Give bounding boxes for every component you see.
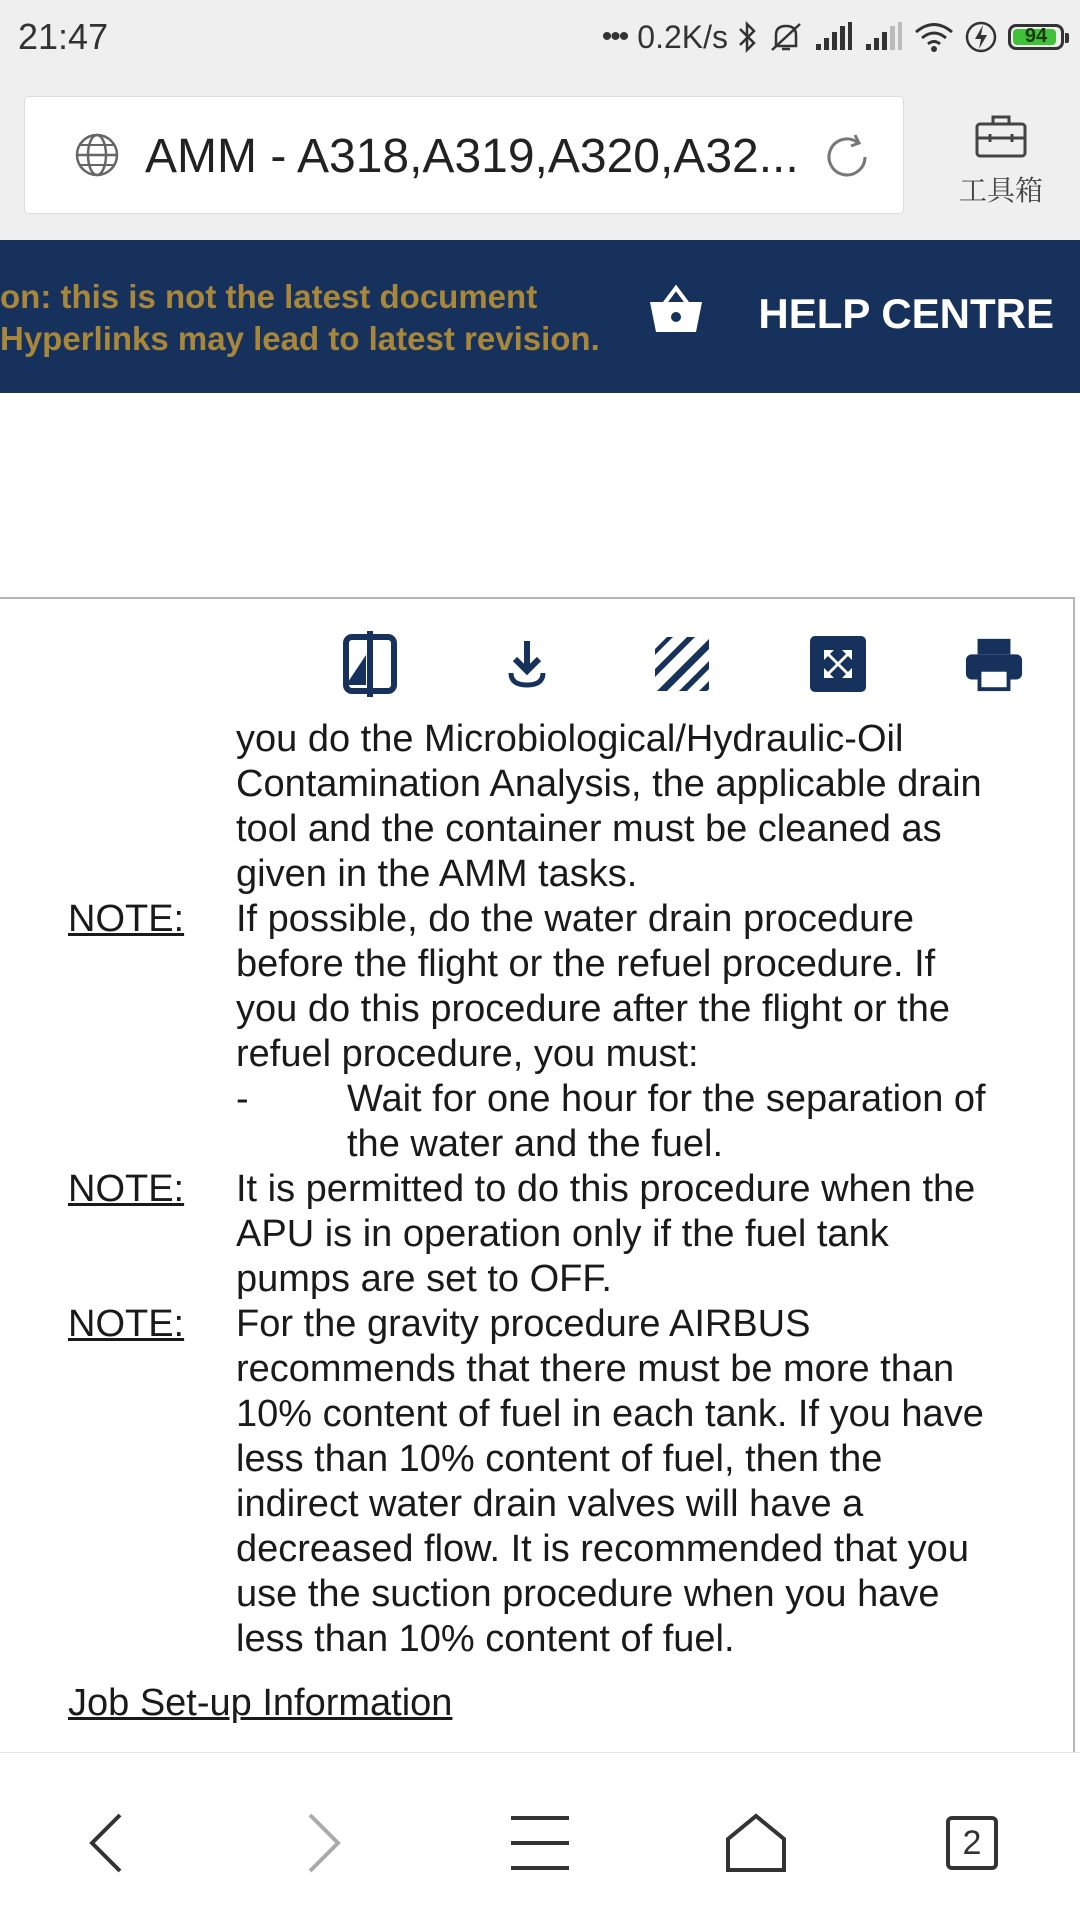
bullet-dash: -	[236, 1078, 249, 1120]
text-line: indirect water drain valves will have a	[236, 1483, 864, 1525]
text-line: decreased flow. It is recommended that you	[236, 1528, 969, 1570]
battery-level: 94	[1024, 25, 1048, 47]
text-line: If possible, do the water drain procedure	[236, 898, 915, 940]
signal-icon	[814, 22, 854, 52]
document-viewer	[0, 597, 1075, 1752]
note-block	[0, 1302, 1075, 1662]
toolbox-label: 工具箱	[958, 175, 1043, 206]
text-line: APU is in operation only if the fuel tank	[236, 1213, 889, 1255]
text-line: pumps are set to OFF.	[236, 1258, 612, 1300]
text-line: refuel procedure, you must:	[236, 1033, 699, 1075]
text-line: before the flight or the refuel procedure. If	[236, 943, 936, 985]
text-line: you do this procedure after the flight or the	[236, 988, 950, 1030]
text-line: use the suction procedure when you have	[236, 1573, 940, 1615]
browser-bottom-nav	[0, 1752, 1080, 1921]
help-centre-link[interactable]: HELP CENTRE	[758, 290, 1054, 337]
text-line: 10% content of fuel in each tank. If you have	[236, 1393, 984, 1435]
text-line: Contamination Analysis, the applicable drain	[236, 763, 982, 805]
note-block	[0, 897, 1075, 1167]
download-icon[interactable]	[497, 629, 557, 699]
note-block	[0, 1167, 1075, 1302]
basket-icon[interactable]	[648, 284, 704, 339]
text-line: For the gravity procedure AIRBUS	[236, 1303, 811, 1345]
bullet-item	[236, 1077, 1075, 1167]
tabs-button[interactable]	[932, 1803, 1012, 1883]
charging-icon	[964, 20, 998, 54]
battery-icon	[1008, 24, 1064, 50]
status-bar	[0, 0, 1080, 76]
note-label: NOTE:	[68, 1303, 185, 1345]
print-icon[interactable]	[964, 629, 1024, 699]
intro-paragraph	[0, 717, 1075, 897]
expand-icon[interactable]	[808, 629, 868, 699]
document-body	[0, 717, 1075, 1662]
home-icon	[724, 1813, 788, 1873]
revision-warning	[0, 276, 600, 360]
warning-line: Hyperlinks may lead to latest revision.	[0, 320, 600, 357]
text-line: you do the Microbiological/Hydraulic-Oil	[236, 718, 904, 760]
chevron-right-icon	[304, 1811, 344, 1875]
dots-icon: •••	[601, 20, 628, 53]
text-line: less than 10% content of fuel.	[236, 1618, 735, 1660]
text-line: the water and the fuel.	[347, 1123, 724, 1165]
chevron-left-icon	[86, 1811, 126, 1875]
back-button[interactable]	[66, 1803, 146, 1883]
compare-icon[interactable]	[340, 629, 400, 699]
menu-button[interactable]	[500, 1803, 580, 1883]
status-icons	[602, 14, 1064, 60]
job-setup-link[interactable]: Job Set-up Information	[68, 1682, 453, 1724]
text-line: tool and the container must be cleaned as	[236, 808, 942, 850]
toolbox-icon	[974, 147, 1028, 164]
document-header	[0, 240, 1080, 393]
wifi-icon	[914, 21, 954, 53]
reload-icon[interactable]	[821, 131, 873, 188]
document-toolbar	[0, 629, 1075, 699]
url-field[interactable]	[24, 96, 904, 214]
tab-count: 2	[946, 1816, 998, 1870]
browser-address-bar	[0, 76, 1080, 240]
note-label: NOTE:	[68, 1168, 185, 1210]
bluetooth-icon	[738, 20, 758, 54]
hatch-icon[interactable]	[652, 629, 712, 699]
home-button[interactable]	[716, 1803, 796, 1883]
toolbox-button[interactable]	[946, 112, 1056, 209]
text-line: less than 10% content of fuel, then the	[236, 1438, 883, 1480]
status-time: 21:47	[18, 16, 109, 57]
globe-icon	[73, 131, 121, 184]
text-line: Wait for one hour for the separation of	[347, 1078, 986, 1120]
signal-icon	[864, 22, 904, 52]
text-line: given in the AMM tasks.	[236, 853, 638, 895]
text-line: It is permitted to do this procedure when the	[236, 1168, 976, 1210]
network-speed: 0.2K/s	[637, 18, 728, 55]
text-line: recommends that there must be more than	[236, 1348, 955, 1390]
warning-line: on: this is not the latest document	[0, 278, 538, 315]
forward-button[interactable]	[284, 1803, 364, 1883]
note-label: NOTE:	[68, 898, 185, 940]
mute-bell-icon	[768, 20, 804, 54]
page-title: AMM - A318,A319,A320,A32...	[145, 130, 799, 183]
menu-icon	[511, 1814, 569, 1872]
